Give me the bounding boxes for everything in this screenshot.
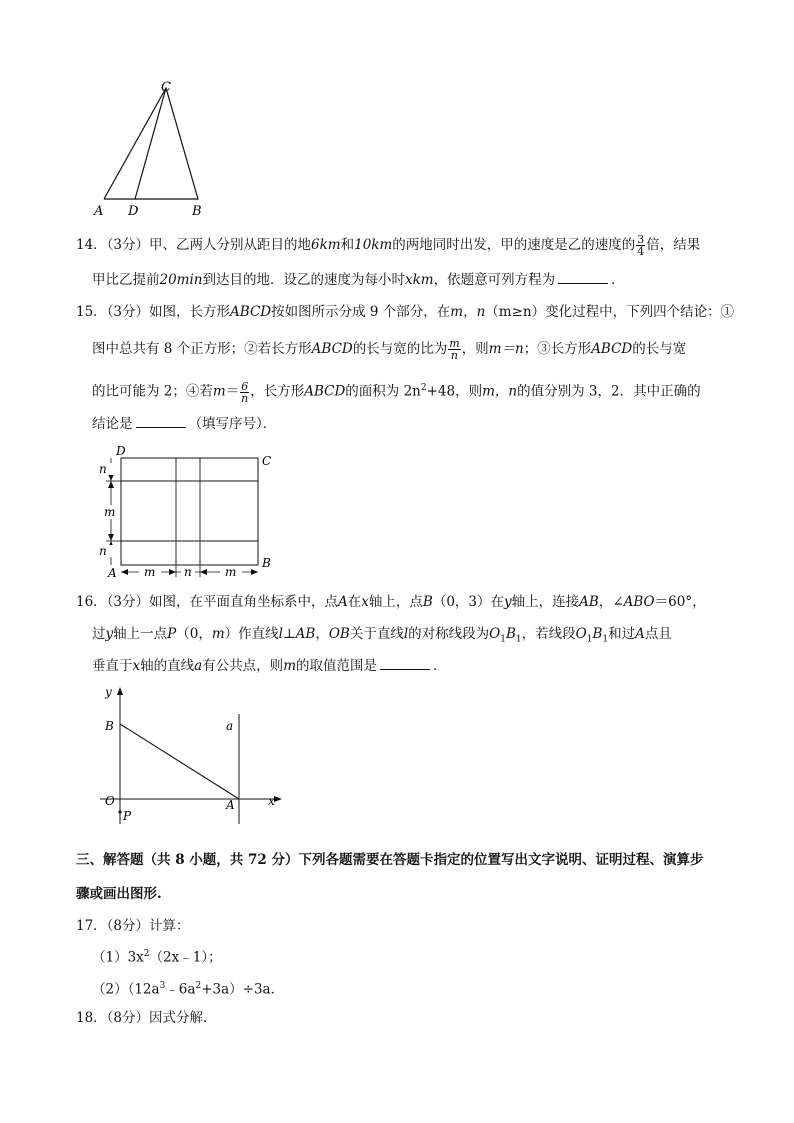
q16-text: 在 bbox=[347, 594, 362, 610]
q14-text: 和 bbox=[340, 237, 355, 253]
q15-text: 变化过程中，下列四个结论：① bbox=[545, 304, 735, 320]
q14-frac-num: 3 bbox=[637, 233, 645, 246]
label-m: m bbox=[144, 565, 156, 579]
q15-cond: （m≥n） bbox=[485, 304, 546, 320]
q17-sup: 2 bbox=[143, 949, 150, 959]
q16-var: m bbox=[283, 658, 296, 674]
section3-heading-line2: 骤或画出图形. bbox=[76, 886, 162, 902]
coordinate-figure bbox=[96, 684, 286, 834]
q16-var: m bbox=[211, 626, 225, 642]
q16-text: 的对称线段为 bbox=[408, 626, 490, 642]
label-a: A bbox=[226, 798, 235, 812]
q16-var: y bbox=[105, 626, 114, 642]
label-m: m bbox=[104, 505, 116, 519]
q15-text: 结论是 bbox=[92, 416, 133, 432]
label-d: D bbox=[116, 444, 126, 458]
label-b: B bbox=[262, 556, 271, 570]
q16-text: ）作直线 bbox=[224, 626, 279, 642]
label-o: O bbox=[105, 794, 115, 808]
q15-line2 bbox=[92, 338, 686, 361]
q15-text: m＝n bbox=[488, 341, 524, 357]
q16-var: AB bbox=[579, 594, 599, 610]
q16-var: P bbox=[167, 626, 177, 642]
q16-text: 关于直线 bbox=[349, 626, 404, 642]
q14-score: （3分） bbox=[106, 237, 150, 253]
q16-text: ． bbox=[433, 658, 447, 674]
q14-text: ． bbox=[611, 272, 625, 288]
label-c: C bbox=[161, 80, 171, 95]
rectangle-abcd bbox=[121, 458, 258, 565]
q17-text: （2x﹣1）； bbox=[149, 949, 222, 966]
q16-var: B bbox=[505, 626, 516, 642]
q15-line1 bbox=[76, 302, 734, 322]
arrow-icon bbox=[108, 534, 114, 541]
q16-text: 轴上一点 bbox=[113, 626, 168, 642]
q16-var: B bbox=[422, 594, 433, 610]
q16-var: OB bbox=[328, 626, 350, 642]
q16-text: 如图，在平面直角坐标系中，点 bbox=[149, 594, 339, 610]
x-axis-arrow-icon bbox=[274, 796, 282, 802]
arrow-icon bbox=[108, 481, 114, 488]
q15-text: （填写序号）． bbox=[188, 416, 277, 432]
arrow-icon bbox=[200, 569, 207, 575]
q16-line3 bbox=[92, 656, 447, 676]
label-n: n bbox=[99, 462, 107, 476]
q16-text: 轴上，点 bbox=[368, 594, 423, 610]
q17-sup: 3 bbox=[159, 981, 166, 991]
q16-text: ＝60°， bbox=[654, 594, 706, 610]
q16-score: （3分） bbox=[106, 594, 150, 610]
q16-var: O bbox=[575, 626, 587, 642]
q16-text: 过 bbox=[92, 626, 106, 642]
q15-text: ，长方形 bbox=[250, 383, 305, 400]
q18-head: 18．（8分）因式分解． bbox=[76, 1010, 217, 1026]
q15-mn: m，n bbox=[450, 304, 486, 320]
q15-text: 按如图所示分成 9 个部分，在 bbox=[271, 304, 451, 320]
q15-frac-den: n bbox=[450, 349, 459, 362]
arrow-icon bbox=[251, 569, 258, 575]
q16-text: 有公共点，则 bbox=[202, 658, 284, 674]
q15-text: 如图，长方形 bbox=[149, 304, 231, 320]
q16-var: a bbox=[194, 658, 203, 674]
q17-text: +3a）÷3a． bbox=[201, 981, 285, 998]
q16-line2 bbox=[92, 624, 672, 650]
q16-text: ，∠ bbox=[598, 594, 624, 610]
q15-text: m，n bbox=[482, 383, 518, 400]
q16-sub: 1 bbox=[515, 634, 522, 645]
label-c: C bbox=[262, 454, 272, 468]
q16-var: A bbox=[635, 626, 645, 642]
q15-text: 的比可能为 2；④若 bbox=[92, 383, 213, 400]
q15-text: ＝ bbox=[225, 383, 240, 400]
label-d: D bbox=[128, 204, 139, 219]
q14-var: xkm bbox=[405, 272, 434, 288]
q14-text: 倍，结果 bbox=[646, 237, 701, 253]
q16-var: ABO bbox=[623, 594, 655, 610]
rectangle-grid-figure bbox=[92, 443, 282, 579]
q16-text: 点且 bbox=[644, 626, 672, 642]
q15-abcd: ABCD bbox=[304, 383, 346, 400]
q16-text: （0， bbox=[176, 626, 212, 642]
q16-var: O bbox=[489, 626, 501, 642]
q15-text: +48，则 bbox=[426, 383, 483, 400]
q16-var: l bbox=[403, 626, 409, 642]
arrow-icon bbox=[121, 569, 128, 575]
q15-text: 图中总共有 8 个正方形；②若长方形 bbox=[92, 341, 312, 357]
q16-text: ， bbox=[315, 626, 329, 642]
q15-text: ，则 bbox=[461, 341, 489, 357]
q15-abcd: ABCD bbox=[311, 341, 353, 357]
q14-number: 14． bbox=[76, 237, 107, 253]
label-a: A bbox=[94, 204, 104, 219]
label-n: n bbox=[184, 565, 192, 579]
label-p: P bbox=[123, 809, 132, 823]
q15-score: （3分） bbox=[106, 304, 150, 320]
q14-dist1: 6km bbox=[311, 237, 341, 253]
q15-frac2-num: 6 bbox=[241, 379, 249, 393]
q14-fraction bbox=[636, 234, 645, 257]
segment-ab bbox=[120, 724, 239, 799]
q15-text: 的长与宽 bbox=[632, 341, 687, 357]
q16-sub: 1 bbox=[500, 634, 506, 645]
q16-var: y bbox=[504, 594, 512, 610]
arrow-icon bbox=[169, 569, 176, 575]
q16-text: ⊥ bbox=[282, 626, 296, 642]
q16-number: 16． bbox=[76, 594, 107, 610]
q15-text: m bbox=[212, 383, 226, 400]
q14-text: 到达目的地．设乙的速度为每小时 bbox=[202, 272, 405, 288]
q14-time: 20min bbox=[159, 272, 203, 288]
q16-answer-blank[interactable] bbox=[380, 657, 430, 670]
arrow-icon bbox=[108, 474, 114, 481]
q14-frac-den: 4 bbox=[637, 245, 645, 258]
label-m: m bbox=[225, 565, 237, 579]
q17-part2 bbox=[92, 976, 284, 1000]
label-x: x bbox=[268, 794, 275, 808]
y-axis-arrow-icon bbox=[117, 687, 123, 695]
q17-part1 bbox=[92, 944, 222, 968]
q15-frac-num: m bbox=[449, 337, 460, 350]
q15-abcd: ABCD bbox=[230, 304, 272, 320]
q16-var: B bbox=[592, 626, 603, 642]
q16-var: AB bbox=[295, 626, 316, 642]
q14-text: 甲比乙提前 bbox=[92, 272, 160, 288]
q16-text: 的取值范围是 bbox=[296, 658, 377, 674]
q17-text: ﹣6a bbox=[165, 981, 196, 998]
label-b: B bbox=[192, 204, 202, 219]
q15-text: ；③长方形 bbox=[523, 341, 592, 357]
q14-text: ，依题意可列方程为 bbox=[433, 272, 556, 288]
q14-answer-blank[interactable] bbox=[558, 271, 608, 284]
q15-text: 的面积为 2n bbox=[345, 383, 421, 400]
q16-text: 垂直于 bbox=[92, 658, 133, 674]
q15-line4 bbox=[92, 414, 276, 434]
q16-text: 轴上，连接 bbox=[511, 594, 580, 610]
label-a: A bbox=[108, 566, 117, 579]
q16-var: x bbox=[361, 594, 369, 610]
q16-text: 和过 bbox=[608, 626, 636, 642]
q17-text: （1）3x bbox=[92, 949, 144, 966]
q14-text: 甲、乙两人分别从距目的地 bbox=[149, 237, 312, 253]
label-n: n bbox=[99, 544, 107, 558]
q17-sup: 2 bbox=[195, 981, 202, 991]
q15-fraction2 bbox=[240, 381, 249, 404]
q16-sub: 1 bbox=[586, 634, 593, 645]
q14-text: 的两地同时出发，甲的速度是乙的速度的 bbox=[392, 237, 636, 253]
q15-frac2-den: n bbox=[241, 391, 249, 405]
label-y: y bbox=[105, 685, 112, 699]
q15-sup: 2 bbox=[420, 383, 427, 393]
q16-sub: 1 bbox=[602, 634, 609, 645]
q17-head: 17．（8分）计算： bbox=[76, 918, 190, 934]
q15-text: 的长与宽的比为 bbox=[352, 341, 448, 357]
q14-dist2: 10km bbox=[354, 237, 393, 253]
segment-cd bbox=[135, 88, 166, 199]
point-p bbox=[118, 810, 121, 813]
q16-var: l bbox=[278, 626, 283, 642]
label-a-line: a bbox=[226, 719, 234, 733]
q15-number: 15． bbox=[76, 304, 107, 320]
q17-text: （2）（12a bbox=[92, 981, 160, 998]
q15-fraction bbox=[448, 338, 460, 361]
q15-text: 的值分别为 3，2．其中正确的 bbox=[517, 383, 701, 400]
q15-line3 bbox=[92, 378, 701, 404]
q15-abcd: ABCD bbox=[591, 341, 633, 357]
q16-var: A bbox=[338, 594, 348, 610]
q16-text: 轴的直线 bbox=[140, 658, 195, 674]
q16-text: （0，3）在 bbox=[432, 594, 505, 610]
triangle-figure bbox=[90, 78, 220, 220]
section3-heading-line1: 三、解答题（共 8 小题，共 72 分）下列各题需要在答题卡指定的位置写出文字说明、证明过程、演算步 bbox=[76, 852, 704, 868]
q16-var: x bbox=[132, 658, 141, 674]
q16-text: ，若线段 bbox=[521, 626, 576, 642]
q16-line1 bbox=[76, 592, 706, 612]
label-b: B bbox=[105, 719, 114, 733]
q14-line1 bbox=[76, 234, 700, 257]
q15-answer-blank[interactable] bbox=[136, 415, 186, 428]
q14-line2 bbox=[92, 270, 625, 290]
